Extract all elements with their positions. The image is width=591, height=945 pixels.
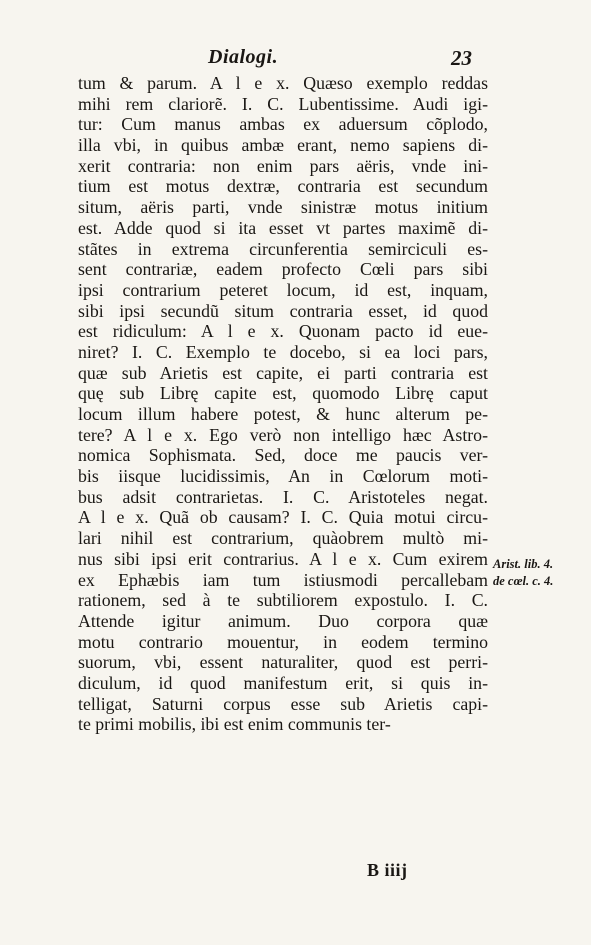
text-line: nus sibi ipsi erit contrarius. A l e x. Cum exirem [78,548,488,569]
running-head: Dialogi. [208,46,279,68]
page-header [0,46,591,72]
text-line: rationem, sed à te subtiliorem expostulo. I. C. [78,590,488,611]
text-line: locum illum habere potest, & hunc alterum pe- [78,404,488,424]
text-line: tum & parum. A l e x. Quæso exemplo reddas [78,73,488,93]
text-line: ipsi contrarium peteret locum, id est, inquam, [78,279,488,300]
text-line: bus adsit contrarietas. I. C. Aristoteles negat. [78,486,488,507]
text-line: diculum, id quod manifestum erit, si quis in- [78,672,488,693]
marginal-citation-line: de cœl. c. 4. [493,574,554,588]
text-line: nomica Sophismata. Sed, doce me paucis ver- [78,445,488,466]
page-number: 23 [451,46,472,70]
text-line: ex Ephæbis iam tum istiusmodi percallebam [78,569,488,590]
text-line: est. Adde quod si ita esset vt partes maximẽ di- [78,217,488,238]
text-line: motu contrario mouentur, in eodem termino [78,631,488,652]
text-line: tur: Cum manus ambas ex aduersum cõplodo, [78,114,488,135]
text-line: telligat, Saturni corpus esse sub Arietis capi- [78,693,488,714]
text-line: situm, aëris parti, vnde sinistræ motus initium [78,197,488,218]
text-line: sibi ipsi secundũ situm contraria esset, id quod [78,300,488,321]
text-line: xerit contraria: non enim pars aëris, vnde ini- [78,155,488,176]
text-line: mihi rem clariorẽ. I. C. Lubentissime. Audi igi- [78,93,488,114]
text-line: tere? A l e x. Ego verò non intelligo hæc Astro- [78,424,488,445]
text-line: tium est motus dextræ, contraria est secundum [78,176,488,197]
text-line: niret? I. C. Exemplo te docebo, si ea loci pars, [78,341,488,362]
text-line: A l e x. Quã ob causam? I. C. Quia motui circu- [78,507,488,528]
text-line: lari nihil est contrarium, quàobrem multò mi- [78,528,488,549]
text-line: suorum, vbi, essent naturaliter, quod est perri- [78,652,488,673]
text-line: bis iisque lucidissimis, An in Cœlorum moti- [78,466,488,487]
text-line: te primi mobilis, ibi est enim communis ter- [78,714,391,735]
text-line: illa vbi, in quibus ambæ erant, nemo sapiens di- [78,135,488,156]
text-line: quæ sub Arietis est capite, ei parti contraria est [78,362,488,383]
signature-mark: B iiij [367,860,408,880]
marginal-citation-line: Arist. lib. 4. [493,557,554,571]
text-line: stãtes in extrema circunferentia semirciculi es- [78,238,488,259]
text-line: quę sub Librę capite est, quomodo Librę caput [78,383,488,404]
text-line: Attende igitur animum. Duo corpora quæ [78,610,488,631]
text-line: est ridiculum: A l e x. Quonam pacto id eue- [78,321,488,342]
main-text-block [78,73,488,735]
marginal-citation [493,556,588,590]
text-line: sent contrariæ, eadem profecto Cœli pars sibi [78,259,488,280]
